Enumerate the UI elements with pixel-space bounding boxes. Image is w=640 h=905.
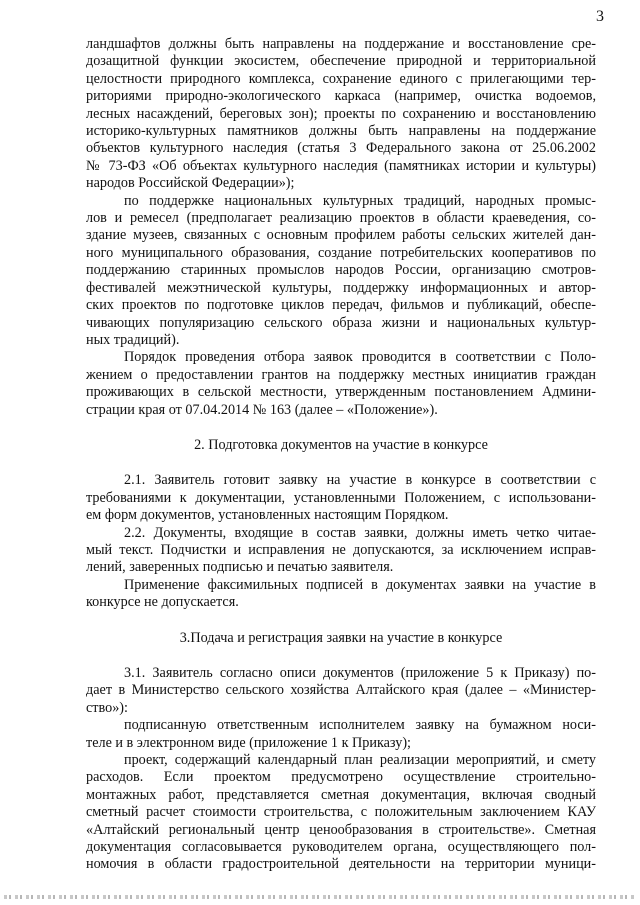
text-line: ных традиций). [86,331,180,348]
text-line: Применение факсимильных подписей в документах заявки на участие в [124,576,596,593]
paragraph [86,193,596,350]
scan-artifact-strip [4,895,636,899]
text-line: конкурсе не допускается. [86,594,239,611]
text-line: Порядок проведения отбора заявок проводится в соответствии с Поло- [124,349,596,366]
text-line: лений, заверенных подписью и печатью заявителя. [86,559,394,576]
text-line: здание музеев, связанных с основным профилем работы сельских жителей дан- [86,227,596,244]
text-line: подписанную ответственным исполнителем заявку на бумажном носи- [124,717,596,734]
text-line: фестивалей межэтнической культуры, поддержку информационных и автор- [86,279,596,296]
text-line: 2.1. Заявитель готовит заявку на участие в конкурсе в соответствии с [124,472,596,489]
section-heading: 3.Подача и регистрация заявки на участие в конкурсе [179,629,503,646]
section-heading: 2. Подготовка документов на участие в конкурсе [194,436,488,453]
text-line: ем форм документов, установленных настоящим Порядком. [86,507,449,524]
text-line: по поддержке национальных культурных традиций, народных промыс- [124,192,596,209]
spacer [86,612,596,630]
paragraph [86,349,596,419]
text-line: риториями природно-экологического каркаса (например, очистка водоемов, [86,88,596,105]
paragraph [86,525,596,577]
spacer [86,454,596,472]
paragraph [86,717,596,752]
spacer [86,647,596,665]
text-line: проект, содержащий календарный план реализации мероприятий, и смету [124,752,596,769]
document-body [86,36,596,874]
text-line: сметный расчет стоимости строительства, с положительным заключением КАУ [86,804,596,821]
text-line: лесных насаждений, береговых зон); проекты по сохранению и восстановлению [86,105,596,122]
text-line: народов Российской Федерации»); [86,175,295,192]
text-line: мый текст. Подчистки и исправления не допускаются, за исключением исправ- [86,541,596,558]
text-line: монтажных работ, представляется сметная документация, включая сводный [86,786,596,803]
text-line: ство»): [86,699,128,716]
spacer [86,419,596,437]
paragraph [86,752,596,874]
text-line: 2.2. Документы, входящие в состав заявки, должны иметь четко читае- [124,524,596,541]
text-line: лов и ремесел (предполагает реализацию проектов в области краеведения, со- [86,210,596,227]
text-line: № 73-ФЗ «Об объектах культурного наследия (памятниках истории и культуры) [86,157,596,174]
text-line: документация согласовывается руководителем органа, осуществляющего пол- [86,839,596,856]
text-line: дает в Министерство сельского хозяйства Алтайского края (далее – «Министер- [86,682,596,699]
text-line: целостности природного комплекса, сохранение единого с прилегающими тер- [86,70,596,87]
text-line: расходов. Если проектом предусмотрено осуществление строительно- [86,769,596,786]
text-line: историко-культурных памятников должны быть направлены на поддержание [86,123,596,140]
paragraph [86,665,596,717]
text-line: требованиями к документации, установленными Положением, с использовани- [86,489,596,506]
text-line: 3.1. Заявитель согласно описи документов (приложение 5 к Приказу) по- [124,665,596,681]
text-line: страции края от 07.04.2014 № 163 (далее – «Положение»). [86,401,438,418]
text-line: проживающих в сельской местности, утвержденным постановлением Админи- [86,384,596,401]
text-line: ного муниципального образования, создание потребительских кооперативов по [86,244,596,261]
text-line: теле и в электронном виде (приложение 1 к Приказу); [86,734,411,751]
text-line: дозащитной функции экосистем, обеспечение природной и территориальной [86,53,596,70]
text-line: поддержанию старинных промыслов народов России, организацию смотров- [86,262,596,279]
text-line: объектов культурного наследия (статья 3 Федерального закона от 25.06.2002 [86,140,596,157]
text-line: чивающих популяризацию сельского образа жизни и национальных культур- [86,314,596,331]
text-line: ландшафтов должны быть направлены на поддержание и восстановление сре- [86,36,596,52]
text-line: ских проектов по подготовке циклов передач, фильмов и публикаций, обеспе- [86,297,596,314]
text-line: номочия в области градостроительной деятельности на территории муници- [86,856,596,873]
text-line: жением о предоставлении грантов на поддержку местных инициатив граждан [86,366,596,383]
paragraph [86,36,596,193]
page-number: 3 [596,8,604,25]
paragraph [86,577,596,612]
paragraph [86,472,596,524]
text-line: «Алтайский региональный центр ценообразования в строительстве». Сметная [86,821,596,838]
